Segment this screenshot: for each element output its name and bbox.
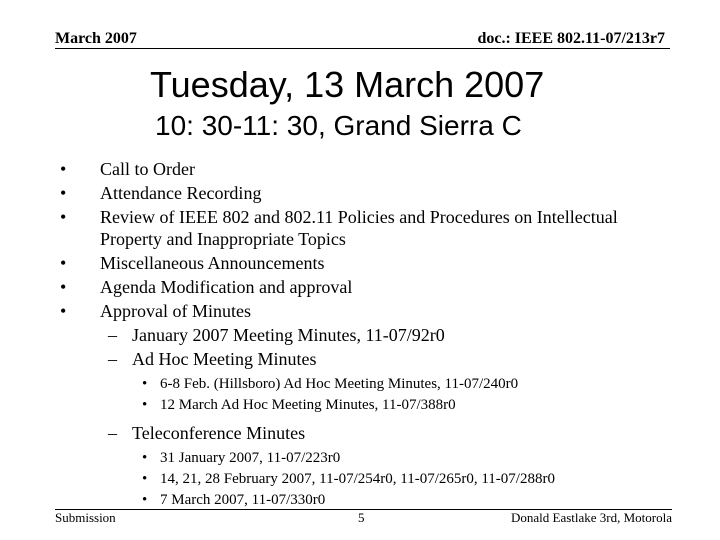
agenda-item-text: Approval of Minutes xyxy=(100,301,251,321)
bullet-icon: • xyxy=(142,376,148,392)
footer-author: Donald Eastlake 3rd, Motorola xyxy=(510,510,672,525)
adhoc-minutes-item xyxy=(60,395,680,416)
bullet-icon: • xyxy=(60,207,67,227)
adhoc-minutes-list xyxy=(60,374,680,416)
minutes-item xyxy=(60,324,680,346)
slide-title: Tuesday, 13 March 2007 xyxy=(150,64,545,105)
telecon-minutes-item xyxy=(60,469,680,490)
telecon-minutes-item xyxy=(60,490,680,511)
bullet-icon: • xyxy=(60,183,67,203)
slide-subtitle: 10: 30-11: 30, Grand Sierra C xyxy=(155,110,522,141)
agenda-item xyxy=(60,276,680,298)
agenda-item xyxy=(60,206,680,250)
bullet-icon: • xyxy=(142,450,148,466)
agenda-item-text: Attendance Recording xyxy=(100,183,262,203)
header-date: March 2007 xyxy=(55,30,137,47)
dash-icon: – xyxy=(108,423,117,443)
agenda-item-text: Call to Order xyxy=(100,159,195,179)
telecon-minutes-text: 14, 21, 28 February 2007, 11-07/254r0, 11-07/265r0, 11-07/288r0 xyxy=(160,471,555,487)
agenda-list xyxy=(60,158,680,517)
telecon-minutes-list xyxy=(60,448,680,511)
footer-submission: Submission xyxy=(55,510,116,525)
bullet-icon: • xyxy=(142,471,148,487)
bullet-icon: • xyxy=(60,253,67,273)
agenda-item xyxy=(60,252,680,274)
header-doc-id: doc.: IEEE 802.11-07/213r7 xyxy=(477,30,665,47)
dash-icon: – xyxy=(108,349,117,369)
header-rule xyxy=(55,48,670,49)
minutes-item-text: January 2007 Meeting Minutes, 11-07/92r0 xyxy=(132,325,445,345)
agenda-item xyxy=(60,158,680,180)
telecon-minutes-text: 7 March 2007, 11-07/330r0 xyxy=(160,492,326,508)
adhoc-minutes-text: 12 March Ad Hoc Meeting Minutes, 11-07/388r0 xyxy=(160,397,456,413)
bullet-icon: • xyxy=(60,159,67,179)
bullet-icon: • xyxy=(142,492,148,508)
adhoc-minutes-item xyxy=(60,374,680,395)
page-number: 5 xyxy=(358,510,365,525)
minutes-item-text: Ad Hoc Meeting Minutes xyxy=(132,349,317,369)
adhoc-minutes-text: 6-8 Feb. (Hillsboro) Ad Hoc Meeting Minutes, 11-07/240r0 xyxy=(160,376,519,392)
minutes-item-text: Teleconference Minutes xyxy=(132,423,306,443)
agenda-item-text: Review of IEEE 802 and 802.11 Policies and Procedures on Intellectual Property and Inappropriate Topics xyxy=(100,207,618,249)
minutes-item xyxy=(60,422,680,444)
agenda-item-text: Agenda Modification and approval xyxy=(100,277,353,297)
bullet-icon: • xyxy=(142,397,148,413)
bullet-icon: • xyxy=(60,277,67,297)
agenda-item xyxy=(60,300,680,322)
dash-icon: – xyxy=(108,325,117,345)
bullet-icon: • xyxy=(60,301,67,321)
agenda-item-text: Miscellaneous Announcements xyxy=(100,253,325,273)
agenda-item xyxy=(60,182,680,204)
telecon-minutes-text: 31 January 2007, 11-07/223r0 xyxy=(160,450,341,466)
minutes-item xyxy=(60,348,680,370)
telecon-minutes-item xyxy=(60,448,680,469)
